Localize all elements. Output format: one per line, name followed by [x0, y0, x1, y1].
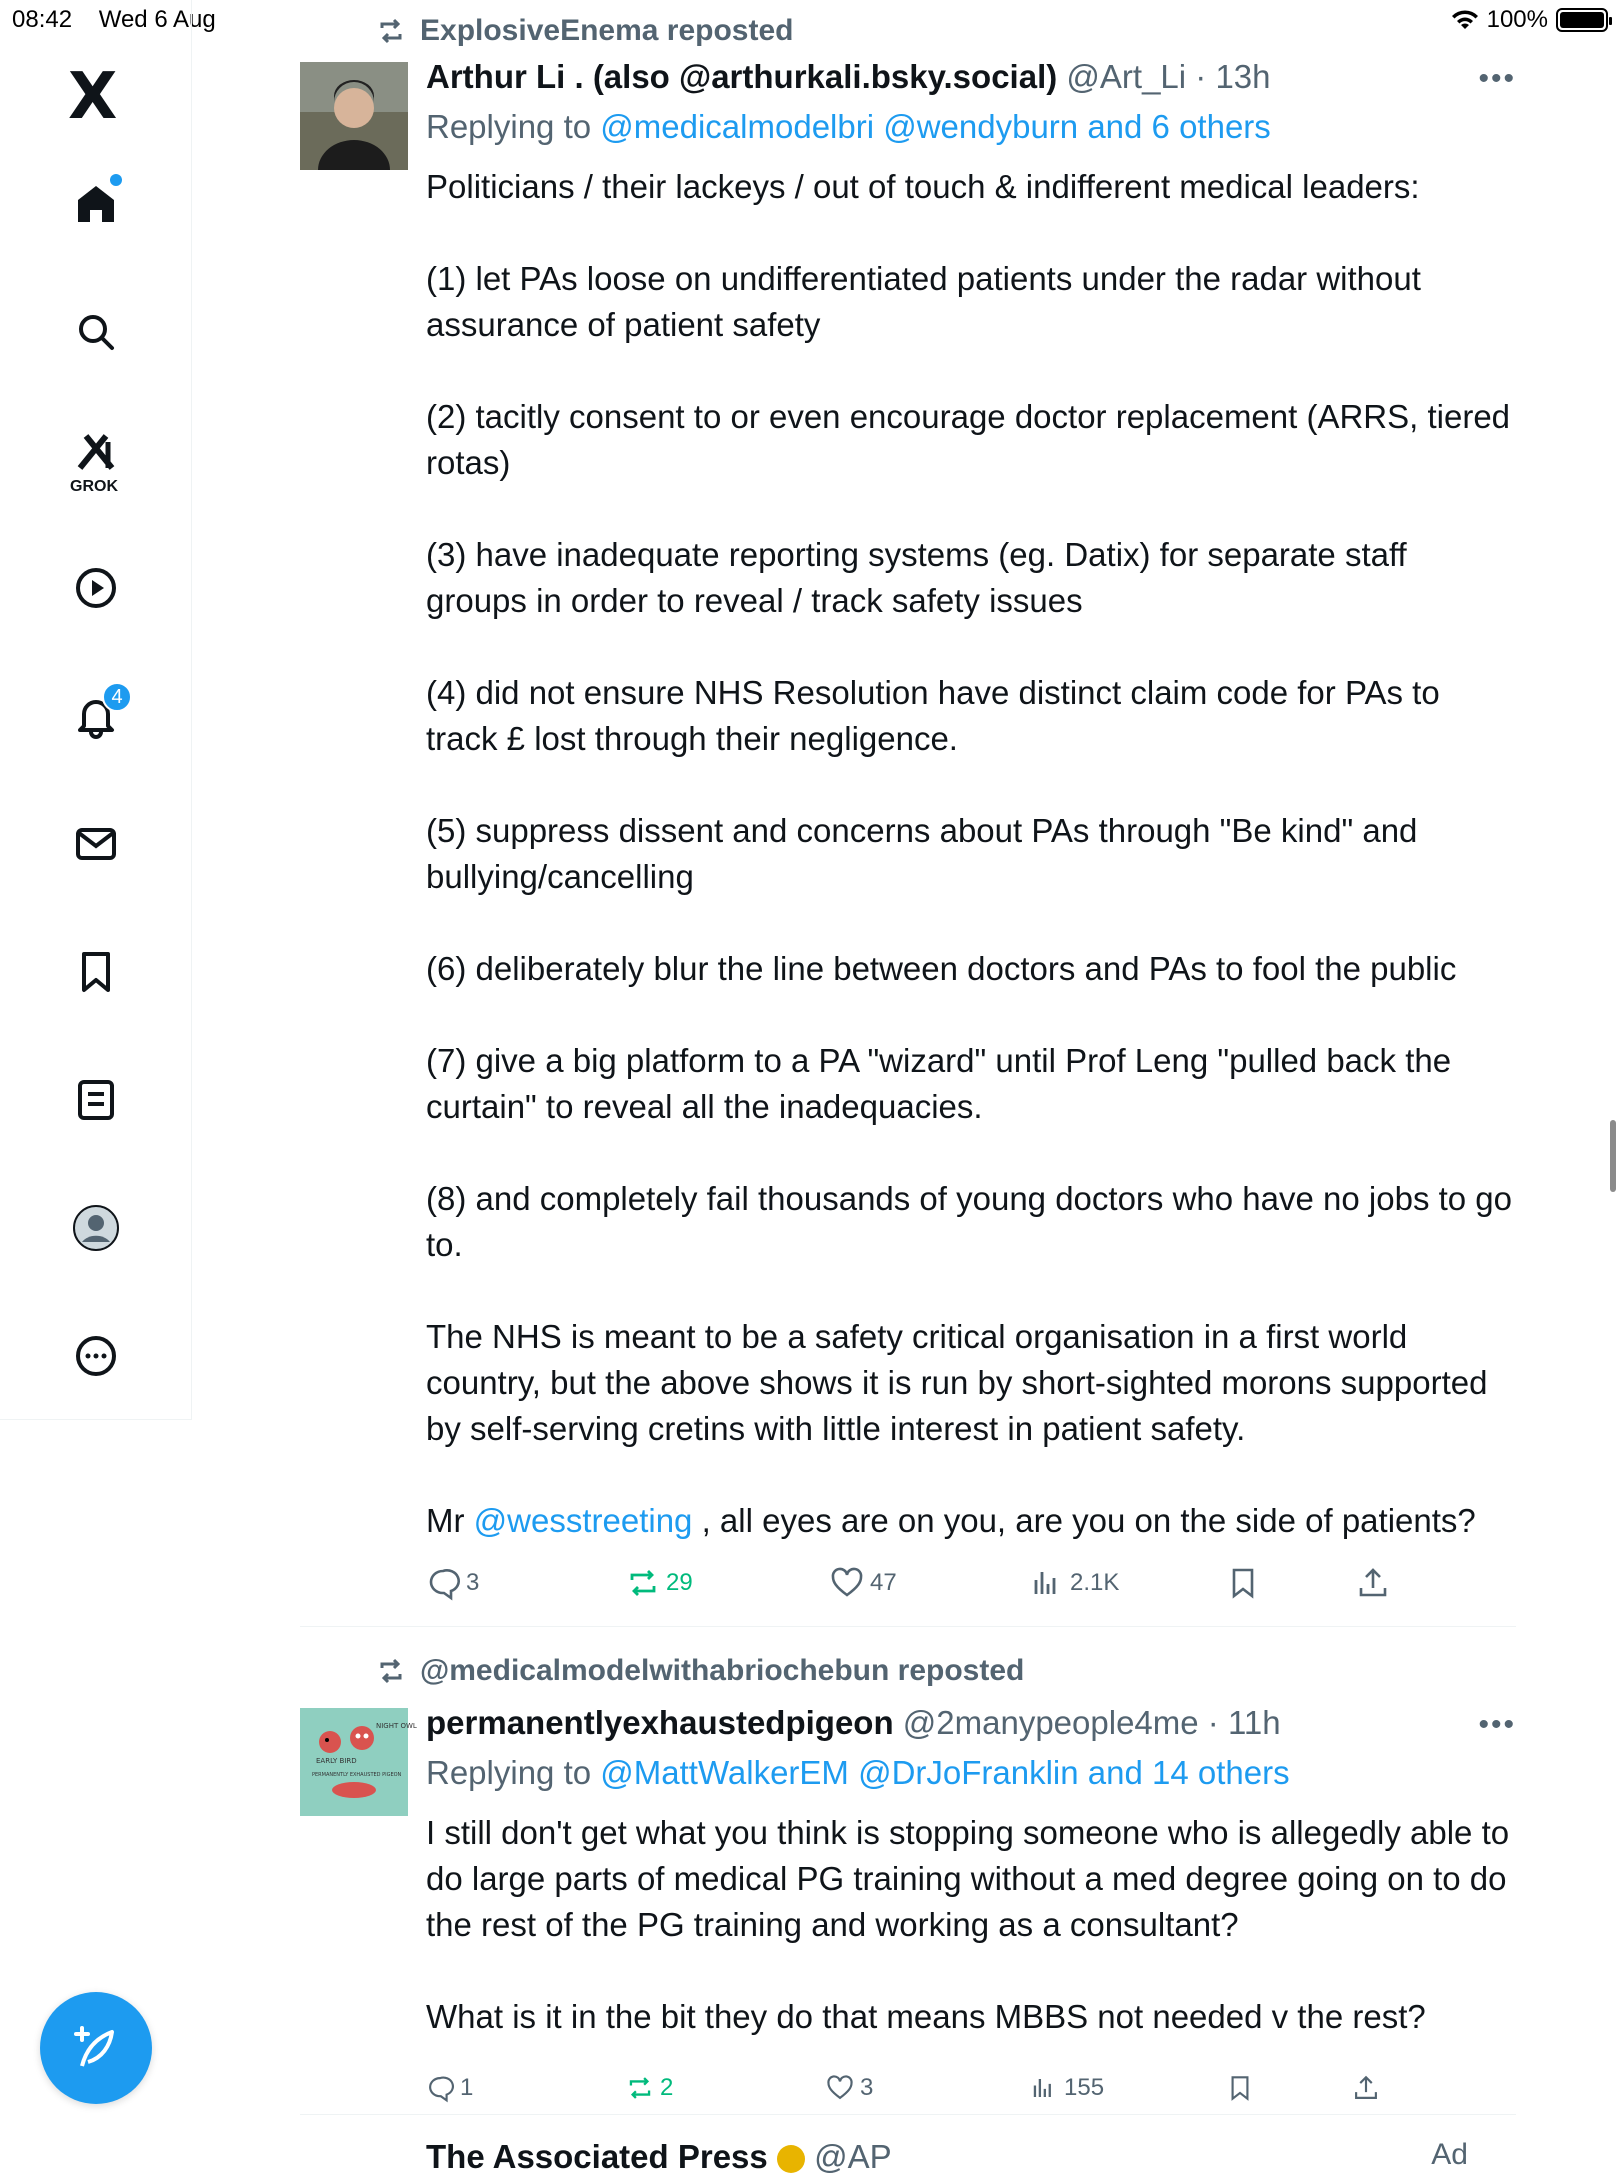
compose-feather-icon	[68, 2020, 124, 2076]
bookmark-button[interactable]	[1226, 1566, 1260, 1600]
post-paragraph: (6) deliberately blur the line between doctors and PAs to fool the public	[426, 950, 1457, 987]
sidebar-item-search[interactable]	[56, 292, 136, 372]
like-button[interactable]	[826, 2074, 873, 2102]
verified-badge-icon	[777, 2145, 805, 2173]
post-more-button[interactable]: •••	[1478, 62, 1516, 95]
post-time[interactable]: · 13h	[1195, 58, 1271, 95]
sidebar-item-video[interactable]	[56, 548, 136, 628]
notifications-badge: 4	[102, 682, 132, 712]
repost-button[interactable]	[626, 1566, 693, 1600]
replying-to-links[interactable]: @medicalmodelbri @wendyburn and 6 others	[600, 108, 1271, 145]
heart-icon	[830, 1566, 864, 1600]
search-icon	[72, 308, 120, 356]
post-paragraph: (4) did not ensure NHS Resolution have distinct claim code for PAs to track £ lost through their negligence.	[426, 674, 1440, 757]
scrollbar-thumb[interactable]	[1610, 1120, 1616, 1192]
sidebar-item-home[interactable]	[56, 164, 136, 244]
bookmarks-icon	[72, 948, 120, 996]
reply-count: 1	[460, 2074, 474, 2101]
repost-count: 2	[660, 2074, 674, 2101]
avatar-text-pigeon: PERMANENTLY EXHAUSTED PIGEON	[312, 1772, 402, 1778]
bookmark-icon	[1226, 1566, 1260, 1600]
post-paragraph-last	[426, 1498, 1516, 1544]
post-body	[426, 1810, 1516, 2040]
post-paragraph: (3) have inadequate reporting systems (eg. Datix) for separate staff groups in order to reveal / track safety issues	[426, 536, 1407, 619]
replying-to-links[interactable]: @MattWalkerEM @DrJoFranklin and 14 others	[600, 1754, 1290, 1791]
post-associated-press-ad[interactable]	[300, 2134, 1516, 2175]
author-name[interactable]: Arthur Li . (also @arthurkali.bsky.social)	[426, 58, 1058, 95]
post-divider	[300, 2114, 1516, 2115]
reply-button[interactable]	[426, 2074, 473, 2102]
post-paragraph: (8) and completely fail thousands of young doctors who have no jobs to go to.	[426, 1180, 1513, 1263]
replying-to	[426, 1754, 1290, 1792]
reply-icon	[426, 1566, 460, 1600]
avatar-arthur-li[interactable]	[300, 62, 408, 170]
post-paragraph: I still don't get what you think is stopping someone who is allegedly able to do large parts of medical PG training without a med degree going on to do the rest of the PG training and working as a consultant?	[426, 1814, 1510, 1943]
repost-icon	[626, 2074, 654, 2102]
ad-label: Ad	[1431, 2138, 1468, 2171]
share-icon	[1356, 1566, 1390, 1600]
post-time[interactable]: · 11h	[1207, 1704, 1281, 1741]
grok-icon	[72, 428, 120, 476]
status-bar-right	[1451, 6, 1608, 34]
home-unread-dot	[110, 174, 122, 186]
post-body	[426, 164, 1516, 1544]
replying-to-prefix: Replying to	[426, 1754, 592, 1791]
battery-percent: 100%	[1486, 6, 1548, 33]
avatar-pigeon[interactable]	[300, 1708, 417, 1816]
last-suffix: , all eyes are on you, are you on the side of patients?	[692, 1502, 1476, 1539]
post-paragraph: (2) tacitly consent to or even encourage doctor replacement (ARRS, tiered rotas)	[426, 398, 1511, 481]
post-paragraph: (5) suppress dissent and concerns about PAs through "Be kind" and bullying/cancelling	[426, 812, 1418, 895]
post-header	[426, 2138, 892, 2176]
views-icon	[1030, 1566, 1064, 1600]
avatar-text-early-bird: EARLY BIRD	[316, 1757, 357, 1765]
compose-post-button[interactable]	[40, 1992, 152, 2104]
repost-button[interactable]	[626, 2074, 673, 2102]
repost-indicator	[376, 1654, 1024, 1688]
views-button[interactable]	[1030, 2074, 1104, 2102]
battery-icon	[1556, 8, 1608, 32]
post-more-button[interactable]: •••	[1478, 1708, 1516, 1741]
messages-icon	[72, 820, 120, 868]
views-count: 155	[1064, 2074, 1105, 2101]
wifi-icon	[1451, 9, 1479, 31]
views-count: 2.1K	[1070, 1569, 1120, 1596]
repost-icon	[376, 16, 406, 46]
home-icon	[72, 180, 120, 228]
like-count: 3	[860, 2074, 874, 2101]
share-button[interactable]	[1356, 1566, 1390, 1600]
sidebar-item-lists[interactable]	[56, 1060, 136, 1140]
author-handle[interactable]: @2manypeople4me	[902, 1704, 1199, 1741]
last-prefix: Mr	[426, 1502, 474, 1539]
post-paragraph: (1) let PAs loose on undifferentiated patients under the radar without assurance of patient safety	[426, 260, 1421, 343]
like-count: 47	[870, 1569, 897, 1596]
x-logo[interactable]: X	[68, 60, 118, 134]
battery-fill	[1560, 12, 1604, 28]
post-paragraph: What is it in the bit they do that means MBBS not needed v the rest?	[426, 1998, 1426, 2035]
author-name[interactable]: permanentlyexhaustedpigeon	[426, 1704, 894, 1741]
bookmark-button[interactable]	[1226, 2074, 1254, 2102]
post-header	[426, 58, 1271, 96]
repost-icon	[376, 1656, 406, 1686]
heart-icon	[826, 2074, 854, 2102]
reply-icon	[426, 2074, 454, 2102]
repost-icon	[626, 1566, 660, 1600]
like-button[interactable]	[830, 1566, 897, 1600]
views-icon	[1030, 2074, 1058, 2102]
repost-count: 29	[666, 1569, 693, 1596]
sidebar-nav	[0, 0, 192, 1420]
post-paragraph: The NHS is meant to be a safety critical organisation in a first world country, but the above shows it is run by short-sighted morons supported by self-serving cretins with little interest in patient safety.	[426, 1318, 1488, 1447]
post-paragraph: Politicians / their lackeys / out of touch & indifferent medical leaders:	[426, 168, 1420, 205]
reply-button[interactable]	[426, 1566, 479, 1600]
grok-label: GROK	[70, 478, 118, 495]
author-handle[interactable]: @AP	[814, 2138, 892, 2175]
status-time: 08:42	[12, 6, 73, 33]
post-paragraph: (7) give a big platform to a PA "wizard" until Prof Leng "pulled back the curtain" to reveal all the inadequacies.	[426, 1042, 1452, 1125]
post-divider	[300, 1626, 1516, 1627]
reposted-by-text: @medicalmodelwithabriochebun reposted	[420, 1654, 1025, 1687]
author-handle[interactable]: @Art_Li	[1066, 58, 1187, 95]
profile-icon	[72, 1204, 120, 1252]
lists-icon	[72, 1076, 120, 1124]
sidebar-item-messages[interactable]	[56, 804, 136, 884]
sidebar-item-more[interactable]	[56, 1316, 136, 1396]
replying-to	[426, 108, 1271, 146]
sidebar-item-notifications[interactable]	[56, 676, 136, 756]
mention-wesstreeting[interactable]: @wesstreeting	[473, 1502, 693, 1539]
share-icon	[1352, 2074, 1380, 2102]
status-date: Wed 6 Aug	[98, 6, 216, 33]
share-button[interactable]	[1352, 2074, 1380, 2102]
more-icon	[72, 1332, 120, 1380]
views-button[interactable]	[1030, 1566, 1119, 1600]
post-actions	[426, 1566, 1426, 1610]
post-actions	[426, 2074, 1426, 2118]
avatar-text-night-owl: NIGHT OWL	[376, 1722, 417, 1730]
author-name[interactable]: The Associated Press	[426, 2138, 768, 2175]
sidebar-item-bookmarks[interactable]	[56, 932, 136, 1012]
replying-to-prefix: Replying to	[426, 108, 592, 145]
reply-count: 3	[466, 1569, 480, 1596]
bookmark-icon	[1226, 2074, 1254, 2102]
repost-indicator	[376, 14, 793, 48]
reposted-by-text: ExplosiveEnema reposted	[420, 14, 794, 47]
post-header	[426, 1704, 1281, 1742]
sidebar-item-profile[interactable]	[56, 1188, 136, 1268]
video-icon	[72, 564, 120, 612]
